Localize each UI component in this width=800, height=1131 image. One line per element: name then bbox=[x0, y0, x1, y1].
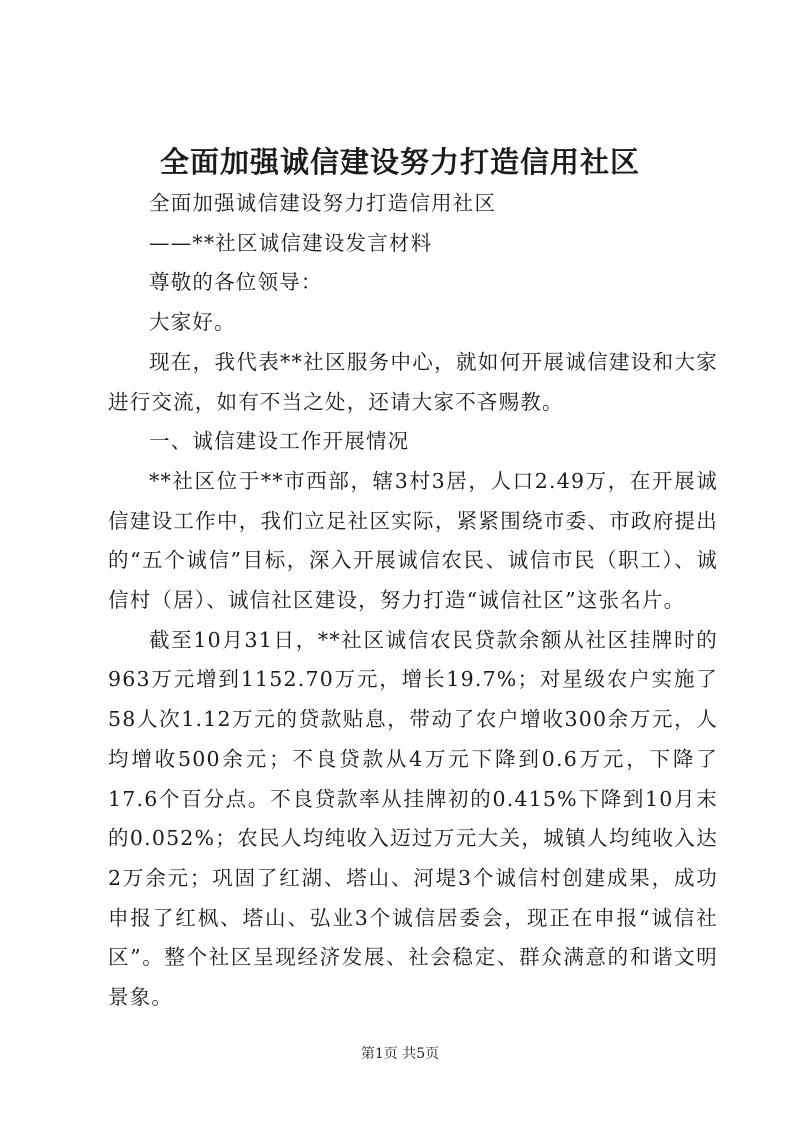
greeting: 大家好。 bbox=[149, 310, 236, 335]
document-title: 全面加强诚信建设努力打造信用社区 bbox=[159, 145, 640, 179]
subtitle-source-line: ——**社区诚信建设发言材料 bbox=[149, 230, 433, 255]
body-paragraph: 截至10月31日，**社区诚信农民贷款余额从社区挂牌时的963万元增到1152.70万元，增长19.7%；对星级农户实施了58人次1.12万元的贷款贴息，带动了农户增收300余万元，人均增收500余元；不良贷款从4万元下降到0.6万元，下降了17.6个百分点。不良贷款率从挂牌初的0.415%下降到10月末的0.052%；农民人均纯收入迈过万元大关，城镇人均纯收入达2万余元；巩固了红湖、塔山、河堤3个诚信村创建成果，成功申报了红枫、塔山、弘业3个诚信居委会，现正在申报“诚信社区”。整个社区呈现经济发展、社会稳定、群众满意的和谐文明景象。 bbox=[108, 627, 718, 1010]
intro-paragraph: 现在，我代表**社区服务中心，就如何开展诚信建设和大家进行交流，如有不当之处，还请大家不吝赐教。 bbox=[108, 349, 718, 414]
salutation: 尊敬的各位领导： bbox=[149, 270, 323, 295]
page-footer: 第1页 共5页 bbox=[360, 1046, 440, 1062]
section-heading: 一、诚信建设工作开展情况 bbox=[149, 429, 410, 454]
document-body bbox=[108, 184, 718, 1018]
body-paragraph: **社区位于**市西部，辖3村3居，人口2.49万，在开展诚信建设工作中，我们立足社区实际，紧紧围绕市委、市政府提出的“五个诚信”目标，深入开展诚信农民、诚信市民（职工）、诚信村（居）、诚信社区建设，努力打造“诚信社区”这张名片。 bbox=[108, 468, 718, 613]
subtitle-line: 全面加强诚信建设努力打造信用社区 bbox=[149, 191, 497, 215]
